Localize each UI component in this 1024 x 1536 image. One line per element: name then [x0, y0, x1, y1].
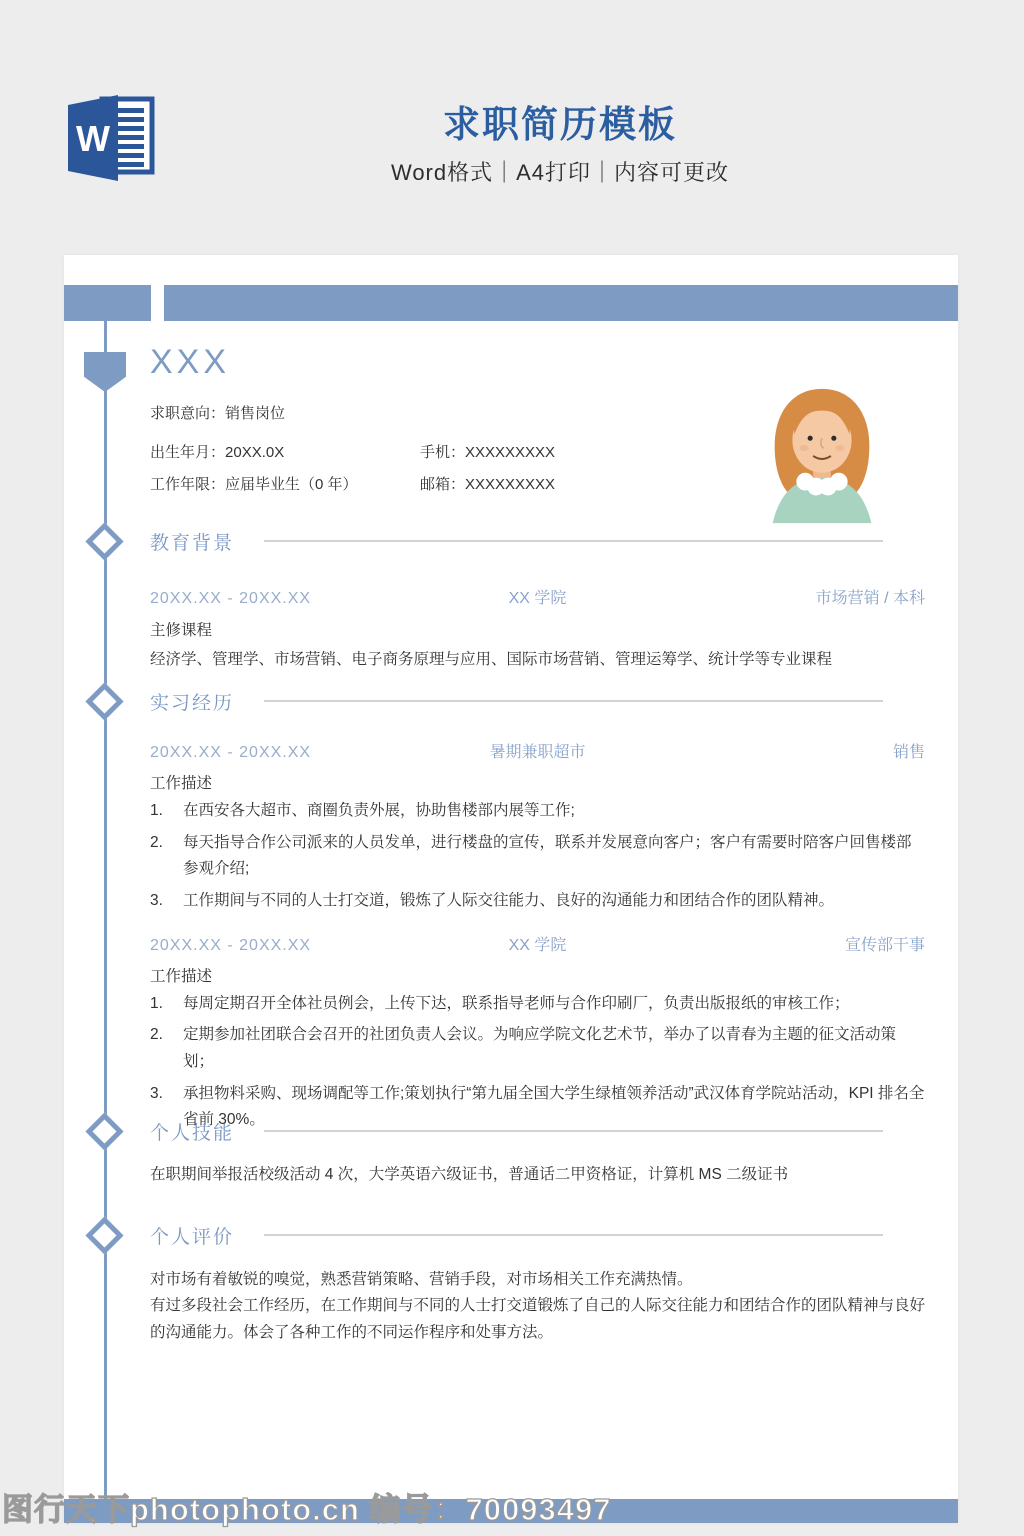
- site-watermark: 图行天下photophoto.cn 编号：70093497: [2, 1492, 612, 1527]
- poster-subtitle: Word格式｜A4打印｜内容可更改: [390, 160, 730, 185]
- diamond-marker-icon: [85, 522, 123, 560]
- section-skills-header: [150, 1117, 925, 1145]
- education-major-degree: 市场营销 / 本科: [815, 590, 925, 607]
- section-skills: [64, 1117, 958, 1188]
- internship-org: XX 学院: [508, 936, 567, 954]
- course-label: 主修课程: [150, 622, 213, 639]
- work-desc-item: 1. 在西安各大超市、商圈负责外展，协助售楼部内展等工作;: [150, 802, 575, 819]
- internship-role: 宣传部干事: [844, 936, 925, 954]
- job-intention-label: 求职意向：: [150, 405, 226, 422]
- internship-entry-1: [150, 739, 925, 915]
- section-evaluation: [64, 1221, 958, 1346]
- education-entry-row: [150, 585, 925, 608]
- internship-date: 20XX.XX - 20XX.XX: [150, 744, 312, 761]
- field-phone: 手机：XXXXXXXXX: [420, 444, 556, 461]
- internship-entry-row: [150, 932, 925, 955]
- job-intention: [150, 402, 730, 423]
- poster-title: 求职简历模板: [443, 104, 677, 145]
- work-desc-item: 2. 每天指导合作公司派来的人员发单，进行楼盘的宣传，联系并发展意向客户；客户有需要时陪客户回售楼部参观介绍;: [150, 833, 912, 878]
- profile-block: [150, 343, 730, 494]
- top-accent-block: [64, 285, 151, 321]
- section-rule: [264, 700, 883, 702]
- internship-entry-row: [150, 739, 925, 762]
- section-title: 个人评价: [150, 1226, 235, 1248]
- internship-entry-2: [150, 932, 925, 1134]
- work-desc-item: 3. 工作期间与不同的人士打交道，锻炼了人际交往能力、良好的沟通能力和团结合作的团队精神。: [150, 891, 835, 909]
- work-desc-item: 2. 定期参加社团联合会召开的社团负责人会议。为响应学院文化艺术节，举办了以青春为主题的征文活动策划；: [150, 1026, 897, 1070]
- section-rule: [264, 1130, 883, 1132]
- avatar: [752, 381, 892, 529]
- evaluation-text: [150, 1267, 925, 1346]
- skills-text: 在职期间举报活校级活动 4 次，大学英语六级证书，普通话二甲资格证，计算机 MS 二级证书: [150, 1166, 789, 1183]
- diamond-marker-icon: [85, 1216, 123, 1254]
- internship-org: 暑期兼职超市: [489, 744, 586, 761]
- field-email: 邮箱：XXXXXXXXX: [420, 476, 556, 493]
- section-evaluation-header: [150, 1221, 925, 1249]
- field-birth: 出生年月：20XX.0X: [150, 444, 285, 461]
- job-intention-value: 销售岗位: [225, 405, 286, 422]
- diamond-marker-icon: [85, 682, 123, 720]
- evaluation-line: 有过多段社会工作经历，在工作期间与不同的人士打交道锻炼了自己的人际交往能力和团结合作的团队精神与良好的沟通能力。体会了各种工作的不同运作程序和处事方法。: [150, 1297, 926, 1341]
- field-experience: 工作年限：应届毕业生（0 年）: [150, 476, 358, 493]
- evaluation-line: 对市场有着敏锐的嗅觉，熟悉营销策略、营销手段，对市场相关工作充满热情。: [150, 1271, 693, 1288]
- bookmark-marker-icon: [84, 352, 126, 392]
- section-title: 实习经历: [150, 692, 235, 714]
- section-education-header: [150, 527, 925, 555]
- work-desc-item: 1. 每周定期召开全体社员例会，上传下达，联系指导老师与合作印刷厂，负责出版报纸的审核工作；: [150, 994, 850, 1012]
- education-date: 20XX.XX - 20XX.XX: [150, 590, 312, 607]
- work-desc-label: 工作描述: [150, 775, 213, 792]
- section-title: 教育背景: [150, 532, 235, 554]
- profile-fields: [150, 441, 730, 494]
- diamond-marker-icon: [85, 1112, 123, 1150]
- candidate-name: XXX: [150, 343, 231, 381]
- female-avatar-icon: [752, 381, 892, 529]
- work-desc-item: 3. 承担物料采购、现场调配等工作;策划执行“第九届全国大学生绿植领养活动”武汉体育学院站活动，KPI 排名全省前 30%。: [150, 1084, 925, 1129]
- section-education: [64, 527, 958, 669]
- internship-role: 销售: [892, 744, 925, 761]
- svg-text:W: W: [76, 118, 110, 159]
- work-desc-label: 工作描述: [150, 967, 213, 985]
- course-text: 经济学、管理学、市场营销、电子商务原理与应用、国际市场营销、管理运筹学、统计学等专业课程: [150, 651, 833, 668]
- top-accent-bar: [164, 285, 958, 321]
- section-rule: [264, 1234, 883, 1236]
- section-internship-header: [150, 687, 925, 715]
- section-rule: [264, 540, 883, 542]
- internship-date: 20XX.XX - 20XX.XX: [150, 936, 312, 954]
- section-internship: [64, 687, 958, 1134]
- section-title: 个人技能: [150, 1122, 235, 1144]
- resume-page: [64, 255, 958, 1523]
- education-school: XX 学院: [508, 590, 567, 607]
